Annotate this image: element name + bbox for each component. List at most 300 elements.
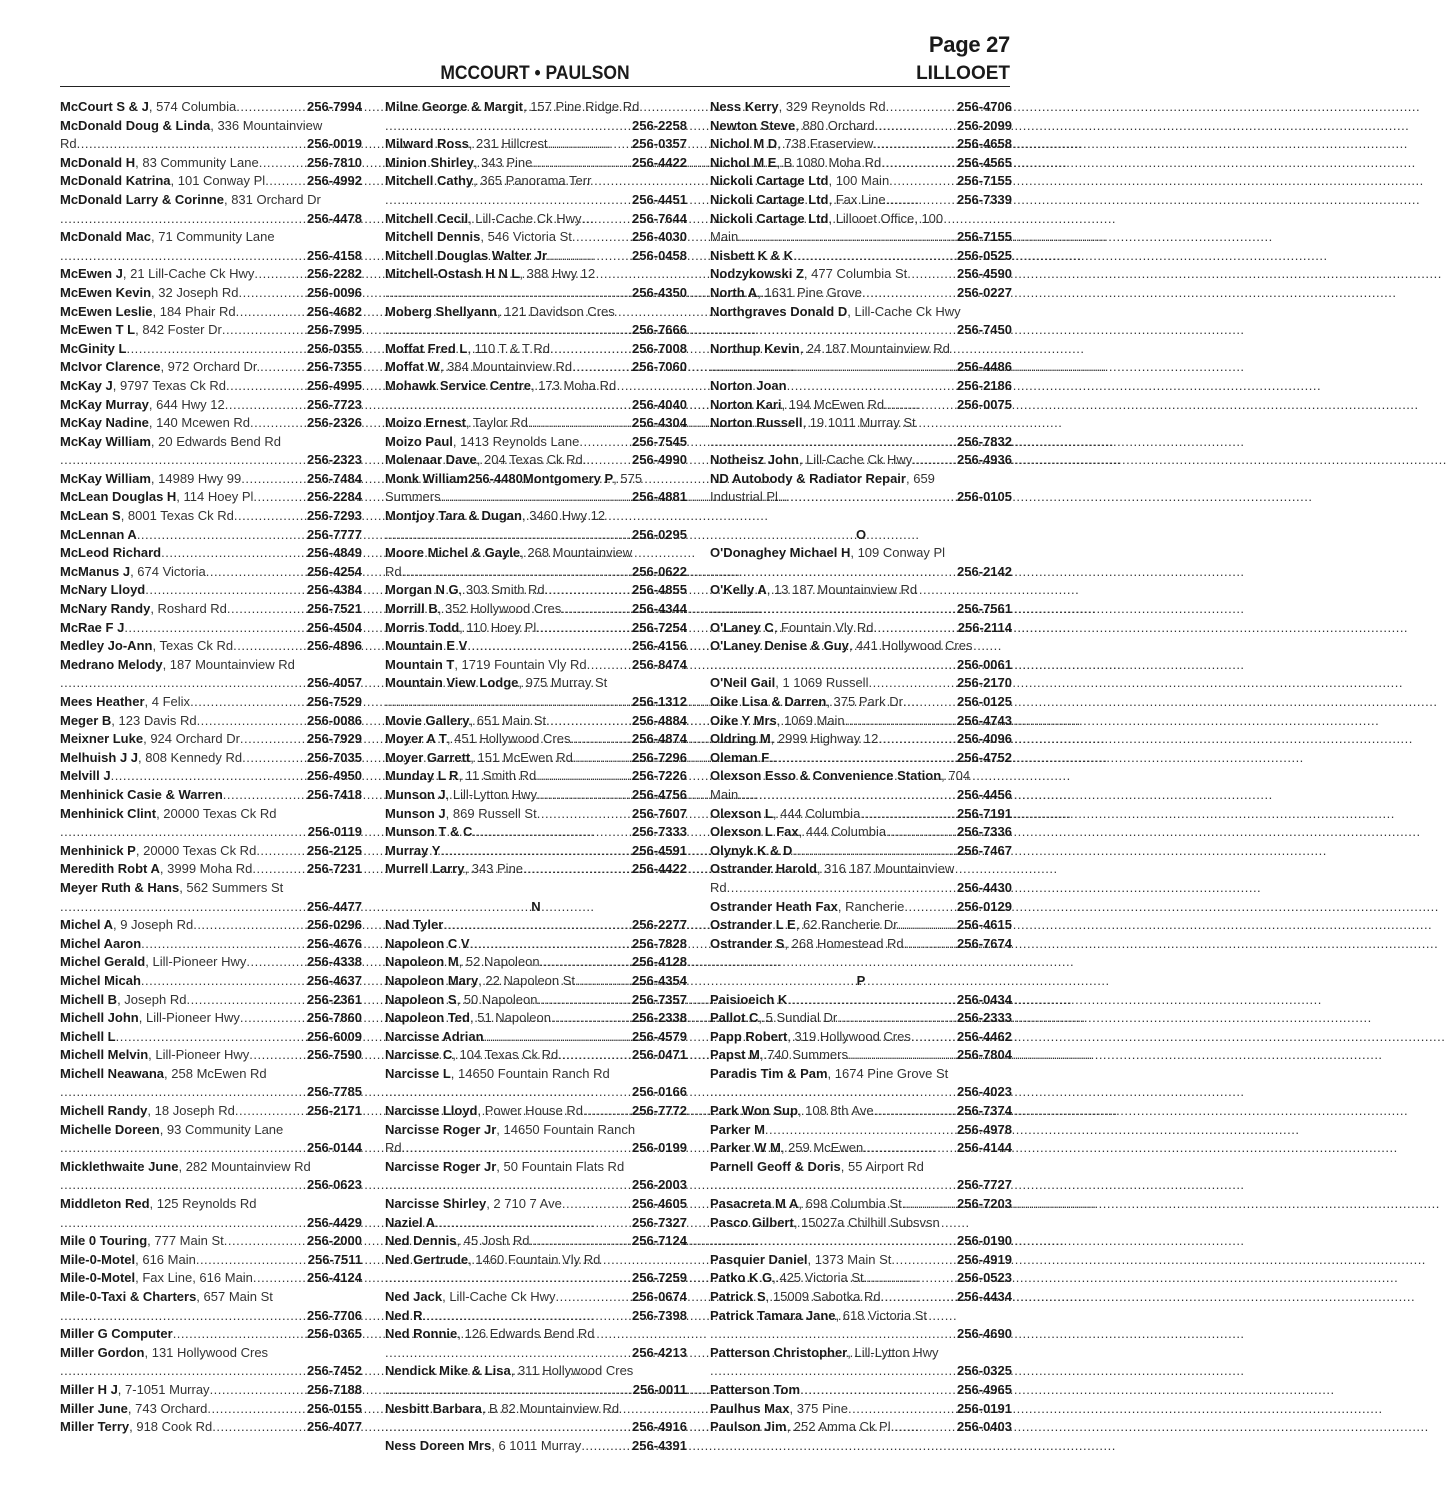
entry-text [385,303,615,322]
phone-number: 256-4919 [957,1251,1012,1267]
dot-leader [402,563,631,582]
listing-name: McEwen Kevin [60,284,152,300]
listing-name: McNary Lloyd [60,582,146,598]
listing-entry [710,823,1012,842]
dot-leader [787,991,956,1010]
dot-leader [886,98,956,117]
dot-leader [523,860,631,879]
listing-address: , 20000 Texas Ck Rd [156,805,277,821]
entry-line [60,433,362,452]
entry-text [710,991,787,1010]
entry-text [385,656,587,675]
entry-text [385,860,523,879]
entry-text [385,991,537,1010]
listing-entry [385,916,687,935]
listing-name: Patterson Christopher [710,1344,848,1360]
listing-entry [710,581,1012,618]
listing-entry [710,842,1012,861]
phone-number: 256-4676 [307,935,362,951]
phone-number: 256-0075 [957,396,1012,412]
dot-leader [240,1009,306,1028]
listing-name: McKay Nadine [60,415,149,431]
listing-name: Menhinick Clint [60,805,157,821]
dot-leader [545,581,631,600]
listing-name: Montjoy Tara & Dugan [385,508,522,524]
entry-text [385,786,537,805]
entry-text [710,396,884,415]
dot-leader [572,228,631,247]
entry-line [60,98,362,117]
listing-entry [710,1418,1012,1437]
dot-leader [60,1176,306,1195]
phone-number: 256-4637 [307,972,362,988]
dot-leader [710,600,956,619]
dot-leader [540,953,631,972]
entry-text [60,712,197,731]
listing-name: Norton Russell [710,415,803,431]
phone-number: 256-4590 [957,266,1012,282]
dot-leader [894,1418,956,1437]
listing-name: Michell B [60,991,118,1007]
entry-line [60,117,362,136]
entry-continuation-line [60,1214,362,1233]
entry-text [60,953,246,972]
entry-text [60,191,321,210]
listing-name: Medrano Melody [60,656,163,672]
listing-address: , 15027a Chilhill Subsvsn [793,1214,940,1230]
entry-text [710,1102,874,1121]
entry-text [385,172,591,191]
entry-line [710,1214,1012,1233]
entry-continuation-line [60,135,362,154]
entry-text [385,228,572,247]
listing-name: Melvill J [60,768,111,784]
listing-address: , 336 Mountainview [210,117,323,133]
dot-leader [873,135,956,154]
listing-entry [385,991,687,1010]
entry-text [710,303,961,322]
entry-text [60,488,253,507]
dot-leader [530,1232,632,1251]
phone-number: 256-0119 [307,824,362,840]
dot-leader [710,1083,956,1102]
listing-entry [385,470,687,507]
entry-text [710,693,903,712]
phone-number: 256-2338 [632,1010,687,1026]
phone-number: 256-4504 [307,619,362,635]
entry-text [60,805,277,824]
entry-text [385,1195,562,1214]
dot-leader [837,1009,956,1028]
entry-line [385,786,687,805]
listing-name: Moffat Fred L [385,340,468,356]
entry-line [710,749,1012,768]
page-number: Page 27 [928,32,1010,57]
listing-entry [710,117,1012,136]
entry-text [60,935,141,954]
entry-line [60,470,362,489]
phone-number: 256-7674 [957,935,1012,951]
phone-number: 256-4615 [957,917,1012,933]
entry-text [60,284,238,303]
entry-text [385,544,632,563]
listing-entry [710,935,1012,954]
entry-text [60,98,236,117]
entry-continuation-line [710,1362,1012,1381]
listing-address: , 282 Mountainview Rd [178,1158,311,1174]
phone-number: 256-4706 [957,99,1012,114]
phone-number: 256-0129 [957,898,1012,914]
listing-address: , 972 Orchard Dr. [160,359,261,375]
listing-address: , Rancherie [837,898,905,914]
phone-number: 256-7529 [307,694,362,709]
listing-entry [60,1400,362,1419]
entry-line [710,1028,1012,1047]
entry-text [60,526,137,545]
listing-address: , 1460 Fountain Vly Rd [468,1251,601,1267]
entry-text [710,823,886,842]
listing-entry [385,637,687,656]
dot-leader [710,656,956,675]
listing-address: , 11 Smith Rd [458,768,537,784]
phone-number: 256-7511 [307,1251,362,1267]
entry-line [60,1065,362,1084]
dot-leader [385,284,631,303]
listing-entry [60,1046,362,1065]
entry-line [710,340,1012,359]
entry-line [710,247,1012,266]
phone-number: 256-7357 [632,991,687,1007]
listing-name: Munson J [385,805,446,821]
listing-address: , 1719 Fountain Vly Rd [454,656,587,672]
entry-line [710,581,1012,600]
listing-entry [60,581,362,600]
phone-number: 256-4077 [307,1419,362,1435]
listing-address: , 24 187 Mountainview Rd [799,340,950,356]
listing-name: Mountain View Lodge [385,675,519,691]
entry-continuation-line [60,1176,362,1195]
dot-leader [126,340,306,359]
listing-address: , 204 Texas Ck Rd. [476,452,587,468]
phone-number: 256-7355 [307,359,362,375]
phone-number: 256-7124 [632,1233,687,1249]
entry-text [60,1325,173,1344]
phone-number: 256-0434 [957,991,1012,1007]
dot-leader [898,916,956,935]
listing-entry [385,1251,687,1288]
dot-leader [886,191,956,210]
listing-name: Ned Ronnie [385,1326,458,1342]
entry-text [710,637,972,656]
listing-name: Milne George & Margit [385,99,523,114]
listing-address: , 365 Panorama Terr [473,173,592,189]
listing-address: , 4 Felix [144,694,191,709]
entry-text [710,1418,894,1437]
entry-line [710,1418,1012,1437]
listing-address: , 2999 Highway 12 [770,731,879,747]
listing-entry [60,172,362,191]
listing-name: Michell Randy [60,1103,148,1119]
listing-address: , Lill-Pioneer Hwy [148,1047,250,1063]
listing-name: McManus J [60,563,131,579]
listing-name: Papp Robert [710,1028,788,1044]
dot-leader [222,321,306,340]
listing-address-continued: Main [710,786,739,802]
listing-address: , 14650 Fountain Ranch [496,1121,636,1137]
entry-text [60,1158,311,1177]
listing-entry [60,1232,362,1251]
entry-continuation-line [60,823,362,842]
dot-leader [402,1139,631,1158]
listing-name: Pasacreta M A [710,1196,799,1212]
listing-entry [385,1065,687,1102]
listing-name: Parker M [710,1121,765,1137]
listing-name: Moizo Paul [385,433,453,449]
listing-name: Michell John [60,1010,139,1026]
listing-address: , 842 Foster Dr [135,322,222,338]
listing-name: Mile-0-Taxi & Charters [60,1289,197,1304]
entry-line [385,247,687,266]
phone-number: 256-7188 [307,1381,362,1397]
phone-number: 256-7155 [957,173,1012,189]
listing-address: , 83 Community Lane [135,154,259,170]
entry-line [710,619,1012,638]
phone-number: 256-4391 [632,1437,687,1453]
listing-entry [60,916,362,935]
listing-address: , 6 1011 Murray [491,1437,582,1453]
listing-address: , 62 Rancherie Dr [795,917,898,933]
dot-leader [586,451,631,470]
entry-line [385,1307,687,1326]
listing-entry [710,172,1012,191]
phone-number: 256-7545 [632,433,687,449]
entry-text [710,210,943,229]
listing-entry [385,1158,687,1195]
listing-entry [385,228,687,247]
listing-name: Park Won Sup [710,1103,798,1119]
listing-address: , 109 Conway Pl [850,545,946,561]
listing-address: , Lillooet Office, 100 [828,210,944,226]
listing-address: , 173 Moha Rd [530,377,617,393]
entry-text [385,619,536,638]
listing-entry [710,414,1012,451]
dot-leader [225,396,306,415]
listing-entry [60,935,362,954]
listing-entry [385,581,687,600]
listing-address-continued: Rd [60,136,77,152]
entry-line [385,600,687,619]
phone-number: 256-2170 [957,675,1012,691]
listing-address: , 1413 Reynolds Lane [452,433,580,449]
phone-number: 256-4752 [957,749,1012,765]
dot-leader [874,619,957,638]
entry-text [60,1269,253,1288]
phone-number: 256-0622 [632,563,687,579]
entry-text [385,767,536,786]
phone-number: 256-0296 [307,917,362,933]
entry-text [385,935,470,954]
listing-entry [710,1269,1012,1288]
listing-name: Paulson Jim [710,1419,787,1435]
dot-leader [860,805,956,824]
dot-leader [223,786,306,805]
phone-number: 256-4422 [632,154,687,170]
entry-text [710,1046,848,1065]
entry-text [60,619,124,638]
entry-line [710,265,1012,284]
entry-text [385,1158,624,1177]
entry-line [710,1269,1012,1288]
listing-entry [385,340,687,359]
listing-name: Paulhus Max [710,1400,790,1416]
listing-entry [60,637,362,656]
listing-entry [710,898,1012,917]
listing-name: Michell Neawana [60,1065,165,1081]
entry-line [710,303,1012,322]
dot-leader [558,1046,631,1065]
listing-entry [385,1307,687,1326]
listing-address: , 740 Summers [759,1047,848,1063]
entry-line [710,1400,1012,1419]
phone-number: 256-0525 [957,247,1012,263]
dot-leader [738,228,956,247]
listing-name: Menhinick Casie & Warren [60,786,223,802]
listing-entry [385,674,687,711]
entry-line [385,972,687,991]
entry-line [60,693,362,712]
listing-address: , 1373 Main St [807,1251,892,1267]
listing-address: , 924 Orchard Dr [143,731,240,747]
dot-leader [226,377,306,396]
entry-continuation-line [710,321,1012,340]
listing-entry [60,488,362,507]
dot-leader [385,321,631,340]
dot-leader [60,210,306,229]
phone-number: 256-7607 [632,805,687,821]
listing-name: Narcisse Lloyd [385,1103,478,1119]
listing-address: , Lill-Lytton Hwy [847,1344,939,1360]
phone-number: 256-4354 [632,972,687,988]
dot-leader [210,1381,306,1400]
listing-entry [710,1307,1012,1344]
listing-address: , 126 Edwards Bend Rd [457,1326,595,1342]
phone-number: 256-2284 [307,489,362,505]
dot-leader [886,823,956,842]
entry-line [710,1344,1012,1363]
entry-text [710,1121,765,1140]
listing-name: Patterson Tom [710,1381,801,1397]
dot-leader [582,210,632,229]
entry-line [60,730,362,749]
phone-number: 256-7860 [307,1010,362,1026]
listing-address: , 14989 Hwy 99 [150,470,242,486]
entry-line [385,303,687,322]
entry-line [60,1046,362,1065]
entry-line [60,284,362,303]
entry-text [710,730,878,749]
entry-continuation-line [60,898,362,917]
listing-entry [60,730,362,749]
listing-name: McDonald Katrina [60,173,171,189]
entry-line [60,712,362,731]
phone-number: 256-4605 [632,1196,687,1212]
name-range: MCCOURT • PAULSON [440,63,630,84]
phone-number: 256-7191 [957,805,1012,821]
phone-number: 256-4884 [632,712,687,728]
section-spacer [710,507,1012,526]
entry-text [60,154,259,173]
dot-leader [710,1325,956,1344]
listing-entry [60,544,362,563]
listing-entry [710,247,1012,266]
listing-address: , 121 Davidson Cres [496,303,615,319]
listing-entry [710,767,1012,804]
entry-line [710,693,1012,712]
listing-entry [385,1232,687,1251]
listing-address: , 575 [613,470,643,486]
dot-leader [572,358,631,377]
entry-text [710,916,898,935]
dot-leader [137,526,306,545]
dot-leader [259,154,306,173]
entry-continuation-line [385,117,687,136]
dot-leader [467,637,631,656]
listing-address: , 252 Amma Ck Pl. [786,1419,895,1435]
entry-line [385,1046,687,1065]
listing-entry [60,749,362,768]
entry-text [385,1009,551,1028]
phone-number: 256-7467 [957,842,1012,858]
phone-number: 256-7706 [307,1307,362,1323]
listing-entry [710,991,1012,1010]
entry-line [60,916,362,935]
dot-leader [385,1269,631,1288]
entry-line [710,805,1012,824]
listing-entry [710,303,1012,340]
phone-number: 256-4030 [632,229,687,245]
entry-line [710,154,1012,173]
dot-leader [161,544,306,563]
listing-address: , 343 Pine [473,154,533,170]
listing-entry [385,935,687,954]
listing-name: Melhuish J J [60,749,139,765]
entry-line [60,1381,362,1400]
dot-leader [484,1028,632,1047]
dot-leader [537,991,631,1010]
entry-text [60,544,161,563]
dot-leader [186,991,306,1010]
listing-address: , 51 Napoleon [469,1010,551,1026]
listing-address: , 918 Cook Rd [129,1419,213,1435]
entry-line [60,1158,362,1177]
entry-text [60,1046,249,1065]
listing-entry [60,805,362,842]
listing-entry [385,507,687,544]
entry-line [710,1158,1012,1177]
entry-line [710,98,1012,117]
listing-entry [710,1214,1012,1251]
entry-text [60,228,275,247]
listing-name: Murrell Larry [385,861,465,877]
dot-leader [212,1418,306,1437]
entry-continuation-line [60,210,362,229]
listing-entry [60,842,362,861]
entry-line [385,749,687,768]
entry-text [710,674,868,693]
entry-line [60,265,362,284]
listing-address: , 157 Pine Ridge Rd [522,99,640,114]
entry-text [60,377,226,396]
